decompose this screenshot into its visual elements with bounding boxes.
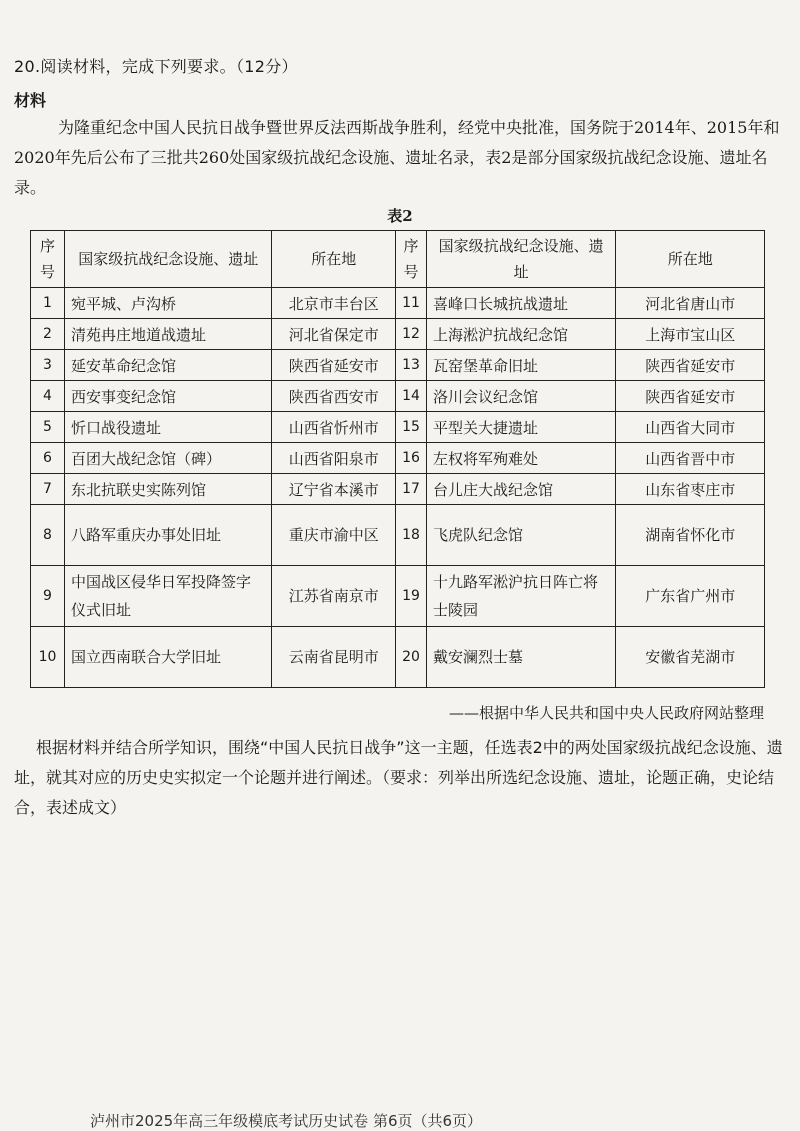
- table-header-row: [31, 231, 765, 288]
- memorial-name: 宛平城、卢沟桥: [64, 288, 271, 319]
- table-row: [31, 474, 765, 505]
- memorial-name: 清苑冉庄地道战遗址: [64, 319, 271, 350]
- question-prompt: 根据材料并结合所学知识，围绕“中国人民抗日战争”这一主题，任选表2中的两处国家级抗战纪念设施、遗址，就其对应的历史史实拟定一个论题并进行阐述。（要求：列举出所选纪念设施、遗址，论题正确，史论结合，表述成文）: [14, 738, 783, 817]
- memorial-name: 八路军重庆办事处旧址: [64, 505, 271, 566]
- row-number: 20: [396, 627, 427, 688]
- memorial-name: 中国战区侵华日军投降签字仪式旧址: [64, 566, 271, 627]
- row-number: 12: [396, 319, 427, 350]
- memorial-location: 安徽省芜湖市: [616, 627, 765, 688]
- question-title: 20.阅读材料，完成下列要求。（12分）: [14, 57, 298, 76]
- row-number: 15: [396, 412, 427, 443]
- row-number: 14: [396, 381, 427, 412]
- table-row: [31, 443, 765, 474]
- memorial-location: 河北省唐山市: [616, 288, 765, 319]
- memorial-location: 山西省忻州市: [272, 412, 396, 443]
- row-number: 3: [31, 350, 65, 381]
- memorial-name: 百团大战纪念馆（碑）: [64, 443, 271, 474]
- memorial-table: [30, 230, 765, 688]
- memorial-location: 陕西省延安市: [616, 381, 765, 412]
- memorial-location: 山西省大同市: [616, 412, 765, 443]
- memorial-location: 广东省广州市: [616, 566, 765, 627]
- row-number: 4: [31, 381, 65, 412]
- row-number: 16: [396, 443, 427, 474]
- memorial-name: 洛川会议纪念馆: [426, 381, 615, 412]
- memorial-name: 国立西南联合大学旧址: [64, 627, 271, 688]
- page-footer: 泸州市2025年高三年级模底考试历史试卷 第6页（共6页）: [90, 1112, 483, 1130]
- row-number: 1: [31, 288, 65, 319]
- memorial-name: 平型关大捷遗址: [426, 412, 615, 443]
- row-number: 18: [396, 505, 427, 566]
- table-row: [31, 319, 765, 350]
- table-body: [31, 288, 765, 688]
- memorial-location: 陕西省延安市: [616, 350, 765, 381]
- memorial-name: 忻口战役遗址: [64, 412, 271, 443]
- memorial-name: 十九路军淞沪抗日阵亡将士陵园: [426, 566, 615, 627]
- memorial-name: 左权将军殉难处: [426, 443, 615, 474]
- memorial-location: 山西省晋中市: [616, 443, 765, 474]
- header-no: 序号: [396, 231, 427, 288]
- table-row: [31, 288, 765, 319]
- memorial-location: 辽宁省本溪市: [272, 474, 396, 505]
- memorial-name: 西安事变纪念馆: [64, 381, 271, 412]
- row-number: 2: [31, 319, 65, 350]
- memorial-location: 山东省枣庄市: [616, 474, 765, 505]
- header-no: 序号: [31, 231, 65, 288]
- memorial-location: 湖南省怀化市: [616, 505, 765, 566]
- header-location: 所在地: [616, 231, 765, 288]
- memorial-name: 台儿庄大战纪念馆: [426, 474, 615, 505]
- row-number: 13: [396, 350, 427, 381]
- memorial-location: 云南省昆明市: [272, 627, 396, 688]
- memorial-name: 喜峰口长城抗战遗址: [426, 288, 615, 319]
- table-row: [31, 505, 765, 566]
- table-row: [31, 350, 765, 381]
- table-row: [31, 412, 765, 443]
- memorial-name: 东北抗联史实陈列馆: [64, 474, 271, 505]
- header-name: 国家级抗战纪念设施、遗址: [426, 231, 615, 288]
- table-row: [31, 627, 765, 688]
- header-name: 国家级抗战纪念设施、遗址: [64, 231, 271, 288]
- material-label: 材料: [14, 91, 47, 110]
- row-number: 5: [31, 412, 65, 443]
- memorial-name: 戴安澜烈士墓: [426, 627, 615, 688]
- memorial-name: 上海淞沪抗战纪念馆: [426, 319, 615, 350]
- row-number: 17: [396, 474, 427, 505]
- table-source: ——根据中华人民共和国中央人民政府网站整理: [448, 704, 764, 722]
- row-number: 6: [31, 443, 65, 474]
- memorial-location: 上海市宝山区: [616, 319, 765, 350]
- memorial-location: 陕西省延安市: [272, 350, 396, 381]
- memorial-location: 山西省阳泉市: [272, 443, 396, 474]
- table-caption: 表2: [387, 207, 413, 225]
- row-number: 9: [31, 566, 65, 627]
- memorial-location: 北京市丰台区: [272, 288, 396, 319]
- row-number: 10: [31, 627, 65, 688]
- header-location: 所在地: [272, 231, 396, 288]
- memorial-name: 飞虎队纪念馆: [426, 505, 615, 566]
- memorial-location: 河北省保定市: [272, 319, 396, 350]
- memorial-location: 重庆市渝中区: [272, 505, 396, 566]
- table-row: [31, 566, 765, 627]
- row-number: 19: [396, 566, 427, 627]
- memorial-location: 江苏省南京市: [272, 566, 396, 627]
- material-passage: 为隆重纪念中国人民抗日战争暨世界反法西斯战争胜利，经党中央批准，国务院于2014年、2015年和2020年先后公布了三批共260处国家级抗战纪念设施、遗址名录，表2是部分国家级抗战纪念设施、遗址名录。: [14, 118, 780, 197]
- table-row: [31, 381, 765, 412]
- memorial-location: 陕西省西安市: [272, 381, 396, 412]
- memorial-name: 延安革命纪念馆: [64, 350, 271, 381]
- memorial-name: 瓦窑堡革命旧址: [426, 350, 615, 381]
- row-number: 11: [396, 288, 427, 319]
- row-number: 8: [31, 505, 65, 566]
- row-number: 7: [31, 474, 65, 505]
